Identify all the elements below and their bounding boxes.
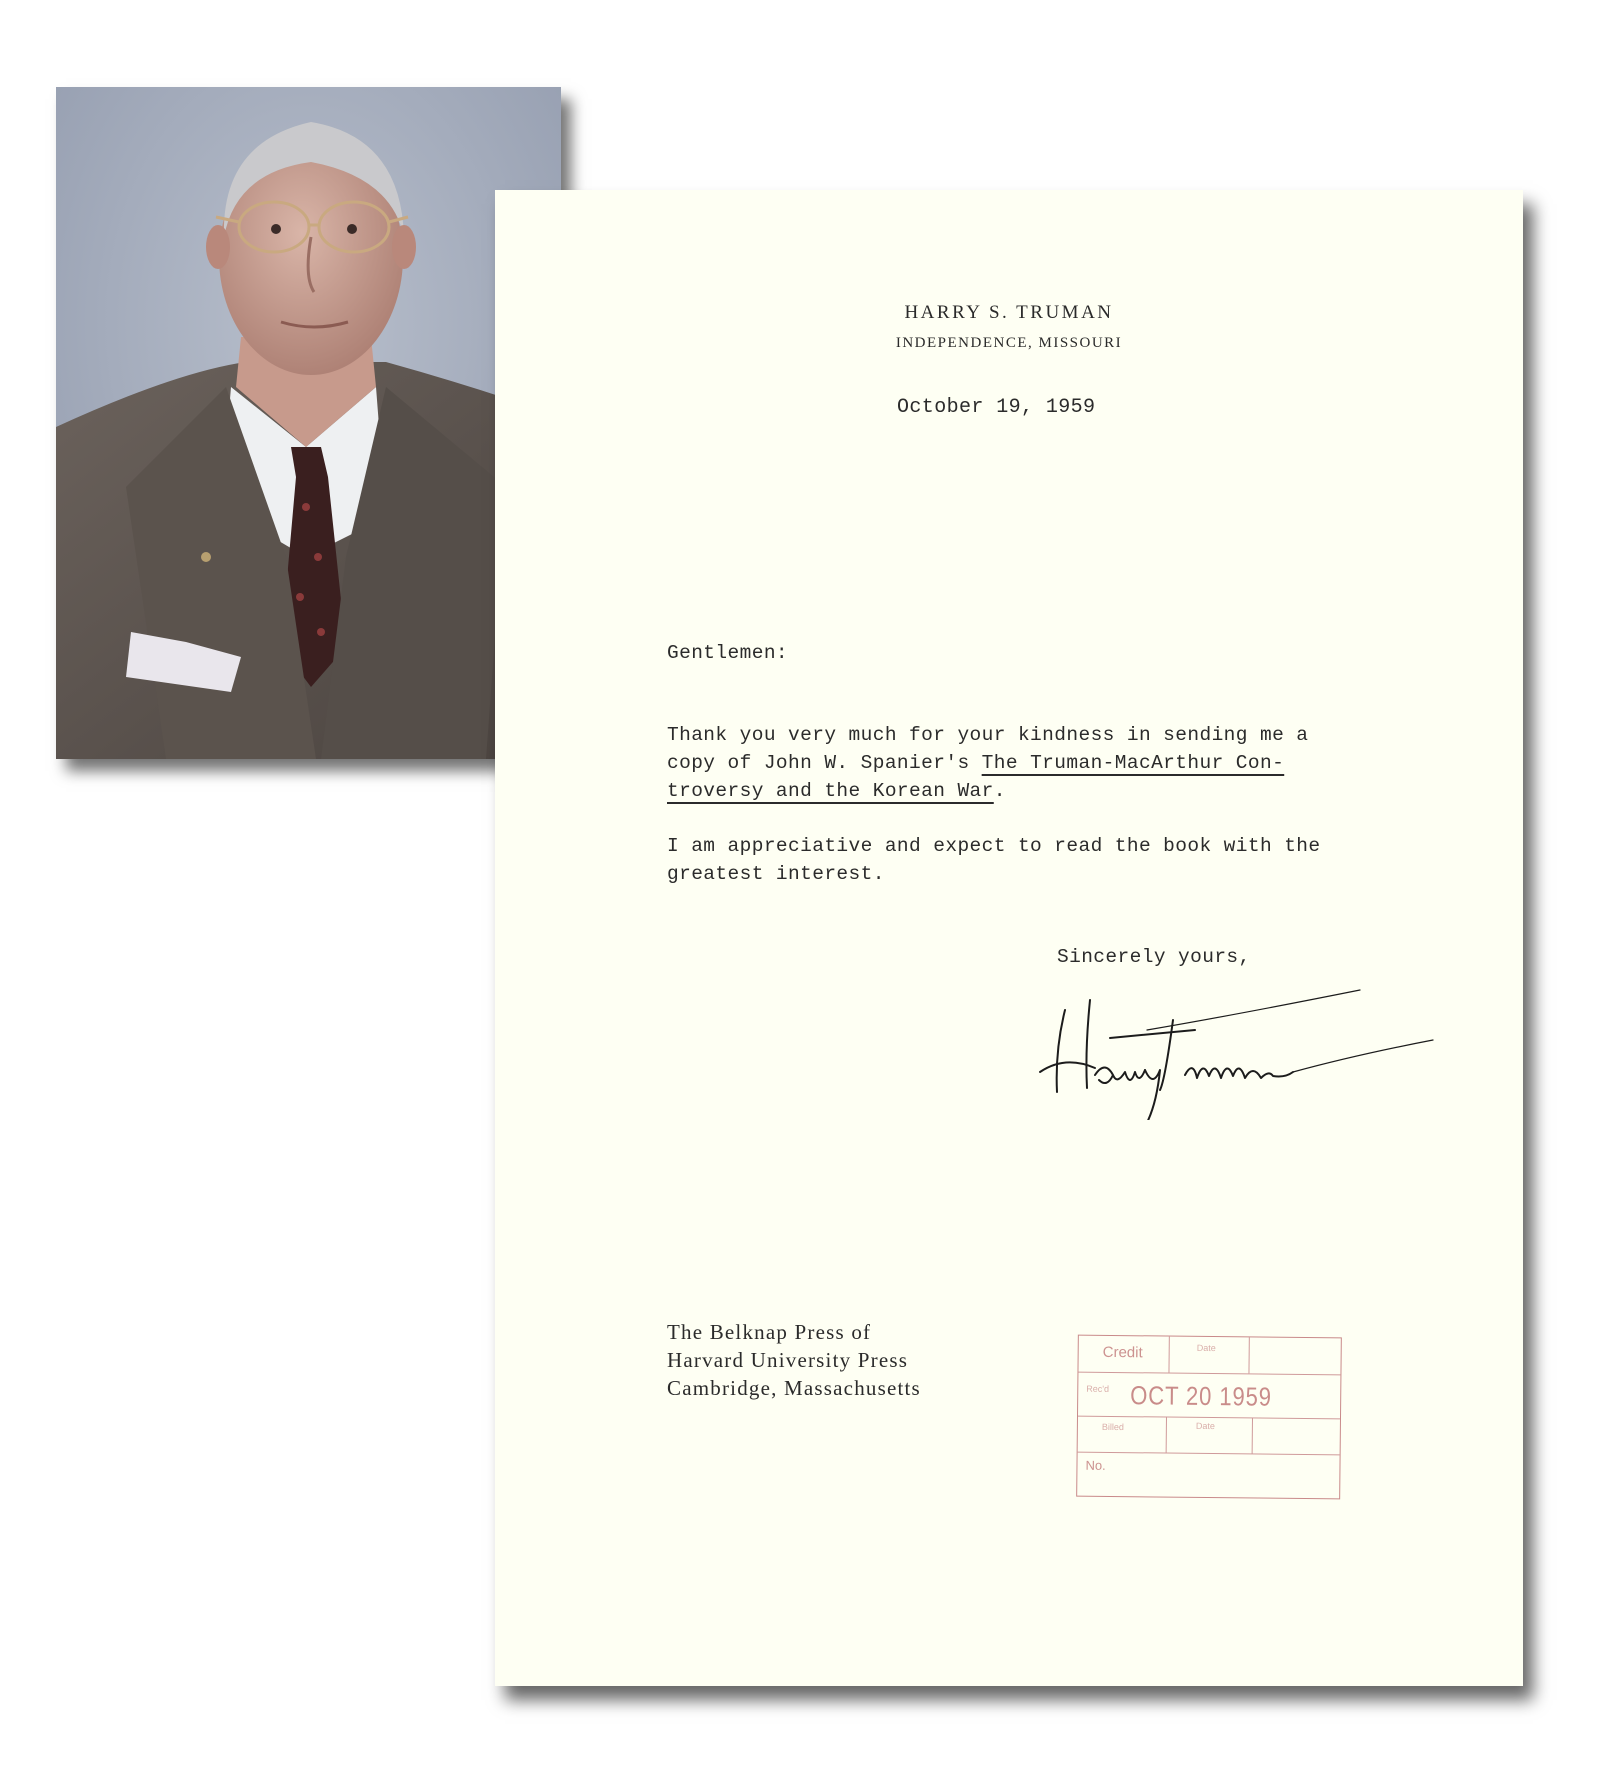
stamp-billed-label: Billed [1101, 1421, 1124, 1433]
portrait-photo [56, 87, 561, 759]
stamp-row-credit [1078, 1336, 1340, 1376]
paragraph-1-line-2 [667, 752, 1284, 774]
portrait-illustration [56, 87, 561, 759]
letter-date: October 19, 1959 [897, 396, 1096, 419]
paragraph-1-suffix: . [993, 780, 1006, 802]
book-title-part-2: troversy and the Korean War [667, 780, 994, 802]
recipient-address-line-3: Cambridge, Massachusetts [667, 1376, 921, 1400]
stamp-recd-label: Rec'd [1086, 1383, 1110, 1394]
salutation: Gentlemen: [667, 642, 789, 664]
stamp-credit-label: Credit [1102, 1343, 1143, 1362]
letterhead-name: HARRY S. TRUMAN [904, 302, 1114, 323]
recipient-address-line-2: Harvard University Press [667, 1348, 909, 1372]
stamp-row-received [1078, 1372, 1340, 1420]
stamp-recd-date: OCT 20 1959 [1130, 1380, 1273, 1412]
letter-sheet [495, 190, 1523, 1686]
recipient-address-line-1: The Belknap Press of [667, 1320, 872, 1344]
closing: Sincerely yours, [1057, 946, 1251, 968]
letterhead-place: INDEPENDENCE, MISSOURI [895, 335, 1123, 351]
stamp-no-label: No. [1085, 1457, 1106, 1473]
paragraph-1-line-3 [667, 780, 1006, 802]
signature-icon [1035, 960, 1435, 1120]
stamp-date-label: Date [1196, 1342, 1216, 1354]
paragraph-1-line-1: Thank you very much for your kindness in sending me a [667, 724, 1309, 746]
stamp-row-billed [1078, 1416, 1340, 1456]
paragraph-1-prefix: copy of John W. Spanier's [667, 752, 982, 774]
paragraph-2-line-2: greatest interest. [667, 863, 885, 885]
stamp-date-label-2: Date [1195, 1420, 1215, 1432]
received-stamp [1076, 1335, 1342, 1500]
book-title-part-1: The Truman-MacArthur Con- [981, 752, 1285, 774]
paragraph-2-line-1: I am appreciative and expect to read the book with the [667, 835, 1321, 857]
